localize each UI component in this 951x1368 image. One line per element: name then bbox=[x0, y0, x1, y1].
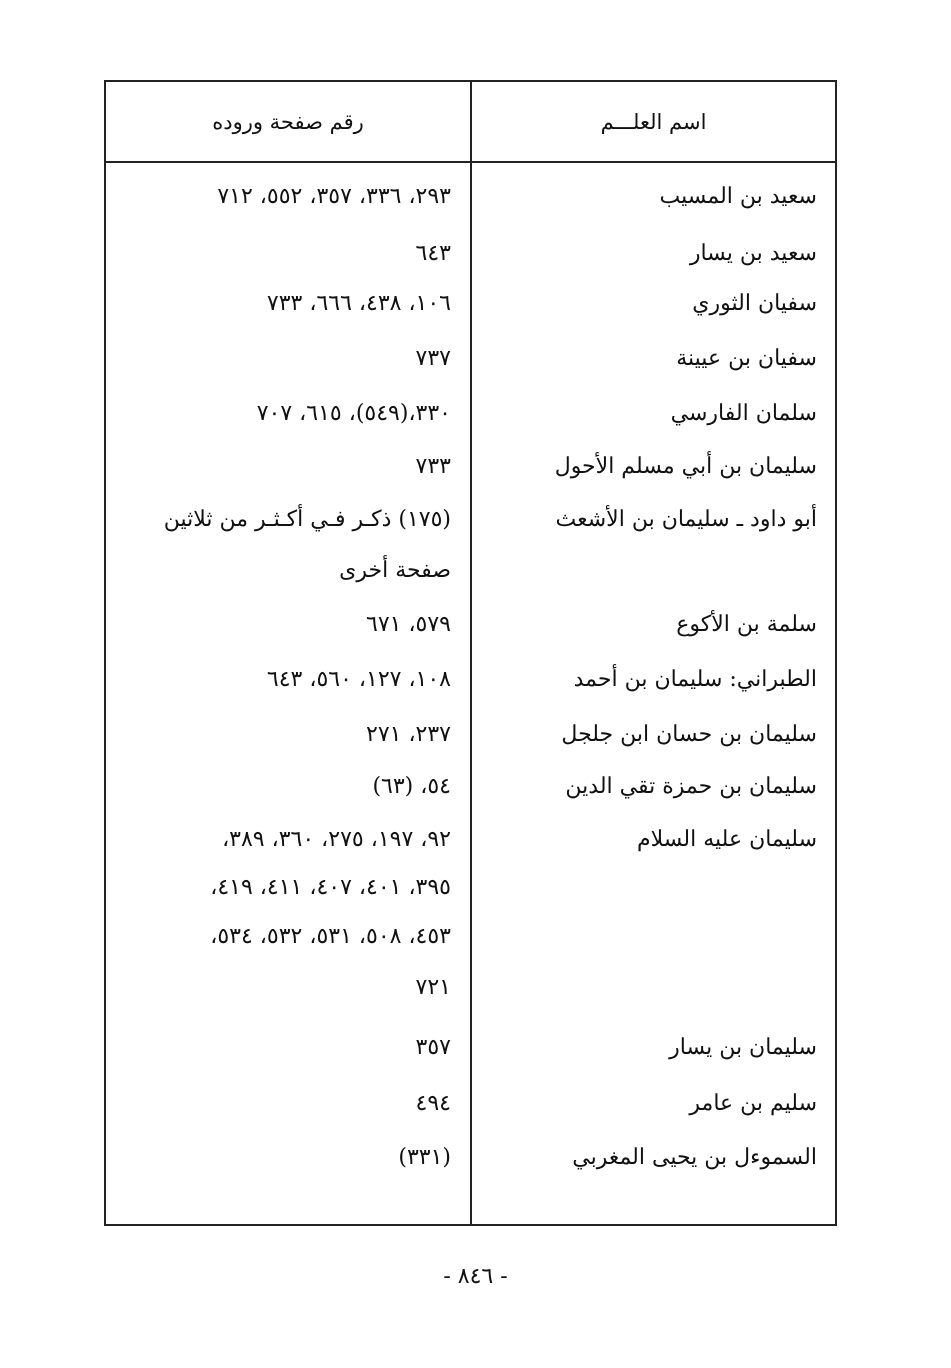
page-references-cell: ٧٢١ bbox=[415, 975, 451, 1000]
person-name-cell: السموءل بن يحيى المغربي bbox=[572, 1145, 817, 1170]
person-name-cell: سليمان بن حسان ابن جلجل bbox=[561, 722, 817, 747]
table-row bbox=[106, 715, 835, 755]
page-references-cell: ٢٩٣، ٣٣٦، ٣٥٧، ٥٥٢، ٧١٢ bbox=[217, 184, 451, 209]
person-name-cell: سلمان الفارسي bbox=[670, 401, 817, 426]
page-references-cell: (٣٣١) bbox=[398, 1145, 451, 1170]
person-name-cell bbox=[477, 917, 817, 957]
page-references-cell: ٩٢، ١٩٧، ٢٧٥، ٣٦٠، ٣٨٩، bbox=[222, 827, 451, 852]
table-row bbox=[106, 868, 835, 908]
person-name-cell: أبو داود ـ سليمان بن الأشعث bbox=[555, 507, 817, 532]
person-name-cell bbox=[477, 551, 817, 591]
header-divider bbox=[106, 161, 835, 163]
page-references-cell: ٣٥٧ bbox=[415, 1035, 451, 1060]
page-references-cell: ٣٣٠،(٥٤٩)، ٦١٥، ٧٠٧ bbox=[256, 401, 451, 426]
page-references-cell: ٥٧٩، ٦٧١ bbox=[366, 612, 451, 637]
person-name-cell: سعيد بن المسيب bbox=[659, 184, 817, 209]
person-name-cell: سلمة بن الأكوع bbox=[676, 612, 817, 637]
table-row bbox=[106, 968, 835, 1008]
person-name-cell: سليمان عليه السلام bbox=[637, 827, 817, 852]
table-row bbox=[106, 500, 835, 540]
table-row bbox=[106, 1028, 835, 1068]
page-number: - ٨٤٦ - bbox=[443, 1264, 508, 1289]
table-row bbox=[106, 394, 835, 434]
person-name-cell: الطبراني: سليمان بن أحمد bbox=[573, 667, 817, 692]
index-table bbox=[104, 80, 837, 1226]
person-name-cell: سفيان بن عيينة bbox=[676, 346, 817, 371]
person-name-cell bbox=[477, 968, 817, 1008]
table-row bbox=[106, 551, 835, 591]
person-name-cell: سفيان الثوري bbox=[692, 291, 817, 316]
page-references-cell: (١٧٥) ذكـر فـي أكـثـر من ثلاثين bbox=[163, 507, 451, 532]
page-references-cell: ٥٤، (٦٣) bbox=[372, 774, 451, 799]
person-name-cell: سعيد بن يسار bbox=[689, 241, 817, 266]
page-references-cell: ٤٩٤ bbox=[415, 1091, 451, 1116]
page-references-cell: ٧٣٣ bbox=[415, 454, 451, 479]
person-name-cell bbox=[477, 868, 817, 908]
table-row bbox=[106, 339, 835, 379]
table-row bbox=[106, 234, 835, 274]
page-references-cell: ١٠٨، ١٢٧، ٥٦٠، ٦٤٣ bbox=[266, 667, 451, 692]
page-references-cell: ٦٤٣ bbox=[415, 241, 451, 266]
page-references-cell: ٣٩٥، ٤٠١، ٤٠٧، ٤١١، ٤١٩، bbox=[210, 875, 451, 900]
page-references-cell: ٤٥٣، ٥٠٨، ٥٣١، ٥٣٢، ٥٣٤، bbox=[210, 924, 451, 949]
table-row bbox=[106, 917, 835, 957]
header-pages-column: رقم صفحة وروده bbox=[212, 109, 364, 134]
page-references-cell: ١٠٦، ٤٣٨، ٦٦٦، ٧٣٣ bbox=[266, 291, 451, 316]
table-row bbox=[106, 660, 835, 700]
table-row bbox=[106, 177, 835, 217]
page-references-cell: صفحة أخرى bbox=[339, 558, 451, 583]
table-row bbox=[106, 447, 835, 487]
page-references-cell: ٧٣٧ bbox=[415, 346, 451, 371]
table-row bbox=[106, 1138, 835, 1178]
person-name-cell: سليم بن عامر bbox=[689, 1091, 817, 1116]
header-name-column: اسم العلـــم bbox=[600, 109, 707, 134]
table-row bbox=[106, 1084, 835, 1124]
table-row bbox=[106, 820, 835, 860]
page-references-cell: ٢٣٧، ٢٧١ bbox=[366, 722, 451, 747]
table-row bbox=[106, 284, 835, 324]
person-name-cell: سليمان بن يسار bbox=[669, 1035, 817, 1060]
person-name-cell: سليمان بن أبي مسلم الأحول bbox=[554, 454, 817, 479]
table-row bbox=[106, 767, 835, 807]
table-row bbox=[106, 605, 835, 645]
person-name-cell: سليمان بن حمزة تقي الدين bbox=[565, 774, 817, 799]
